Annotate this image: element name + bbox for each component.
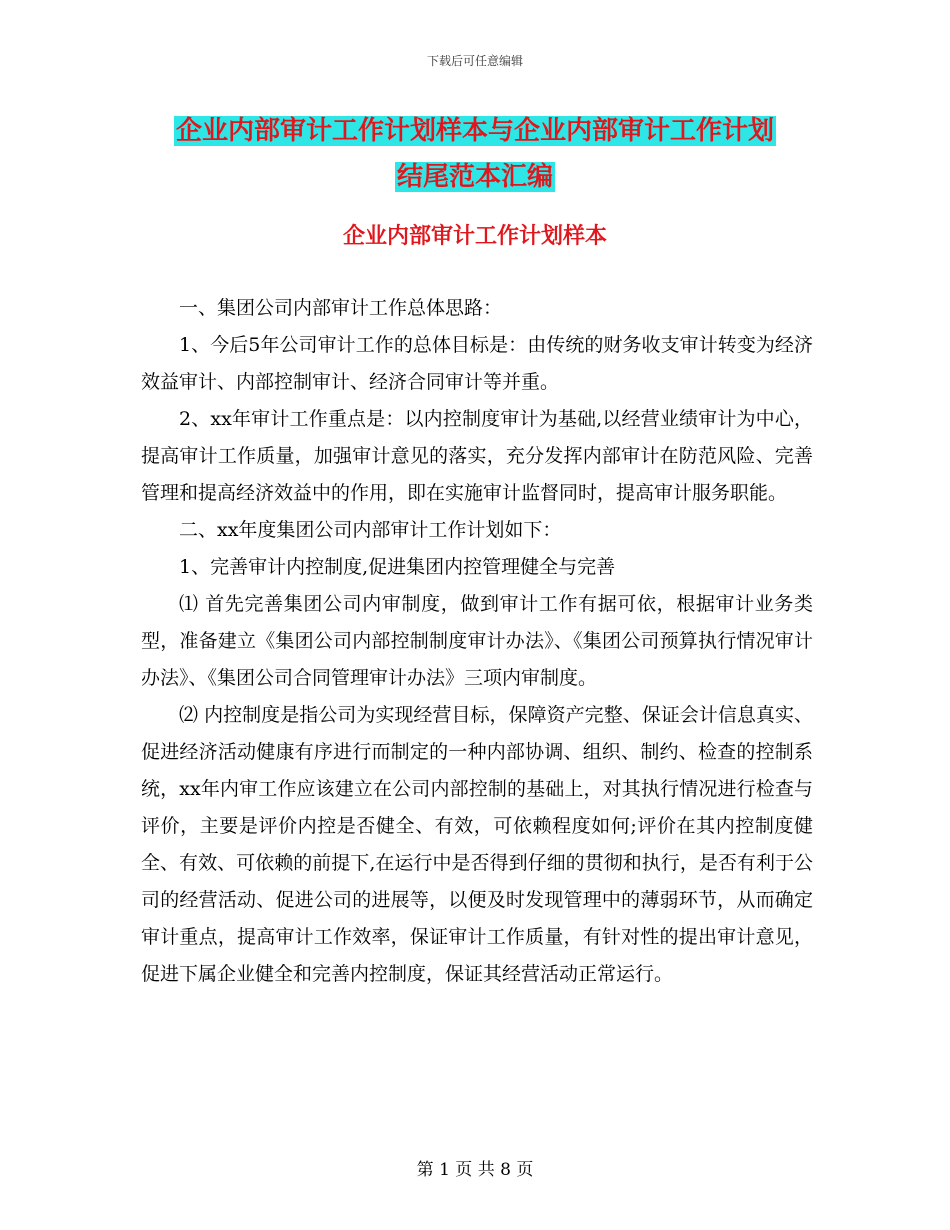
- document-title-line-1-text: 企业内部审计工作计划样本与企业内部审计工作计划: [175, 116, 774, 146]
- paragraph: 1、今后5年公司审计工作的总体目标是：由传统的财务收支审计转变为经济效益审计、内部控制审计、经济合同审计等并重。: [141, 334, 813, 393]
- paragraph: ⑴ 首先完善集团公司内审制度，做到审计工作有据可依，根据审计业务类型，准备建立《集团公司内部控制制度审计办法》、《集团公司预算执行情况审计办法》、《集团公司合同管理审计办法》三项内审制度。: [141, 593, 813, 689]
- paragraph: ⑵ 内控制度是指公司为实现经营目标，保障资产完整、保证会计信息真实、促进经济活动健康有序进行而制定的一种内部协调、组织、制约、检查的控制系统，xx年内审工作应该建立在公司内部控制的基础上，对其执行情况进行检查与评价，主要是评价内控是否健全、有效，可依赖程度如何;评价在其内控制度健全、有效、可依赖的前提下,在运行中是否得到仔细的贯彻和执行，是否有利于公司的经营活动、促进公司的进展等，以便及时发现管理中的薄弱环节，从而确定审计重点，提高审计工作效率，保证审计工作质量，有针对性的提出审计意见，促进下属企业健全和完善内控制度，保证其经营活动正常运行。: [141, 704, 813, 985]
- document-title-line-2-text: 结尾范本汇编: [396, 162, 553, 192]
- document-title-line-1: [0, 111, 950, 151]
- section-title: 企业内部审计工作计划样本: [342, 224, 607, 249]
- paragraph: 1、完善审计内控制度,促进集团内控管理健全与完善: [179, 556, 616, 578]
- document-title-line-2: [0, 157, 950, 197]
- paragraph: 2、xx年审计工作重点是：以内控制度审计为基础,以经营业绩审计为中心，提高审计工作质量，加强审计意见的落实，充分发挥内部审计在防范风险、完善管理和提高经济效益中的作用，即在实施审计监督同时，提高审计服务职能。: [141, 408, 813, 504]
- document-body: [141, 290, 813, 993]
- paragraph: 一、集团公司内部审计工作总体思路：: [179, 297, 503, 319]
- paragraph: 二、xx年度集团公司内部审计工作计划如下：: [179, 519, 562, 541]
- page-footer: 第 1 页 共 8 页: [416, 1160, 534, 1180]
- header-note: 下载后可任意编辑: [426, 54, 523, 68]
